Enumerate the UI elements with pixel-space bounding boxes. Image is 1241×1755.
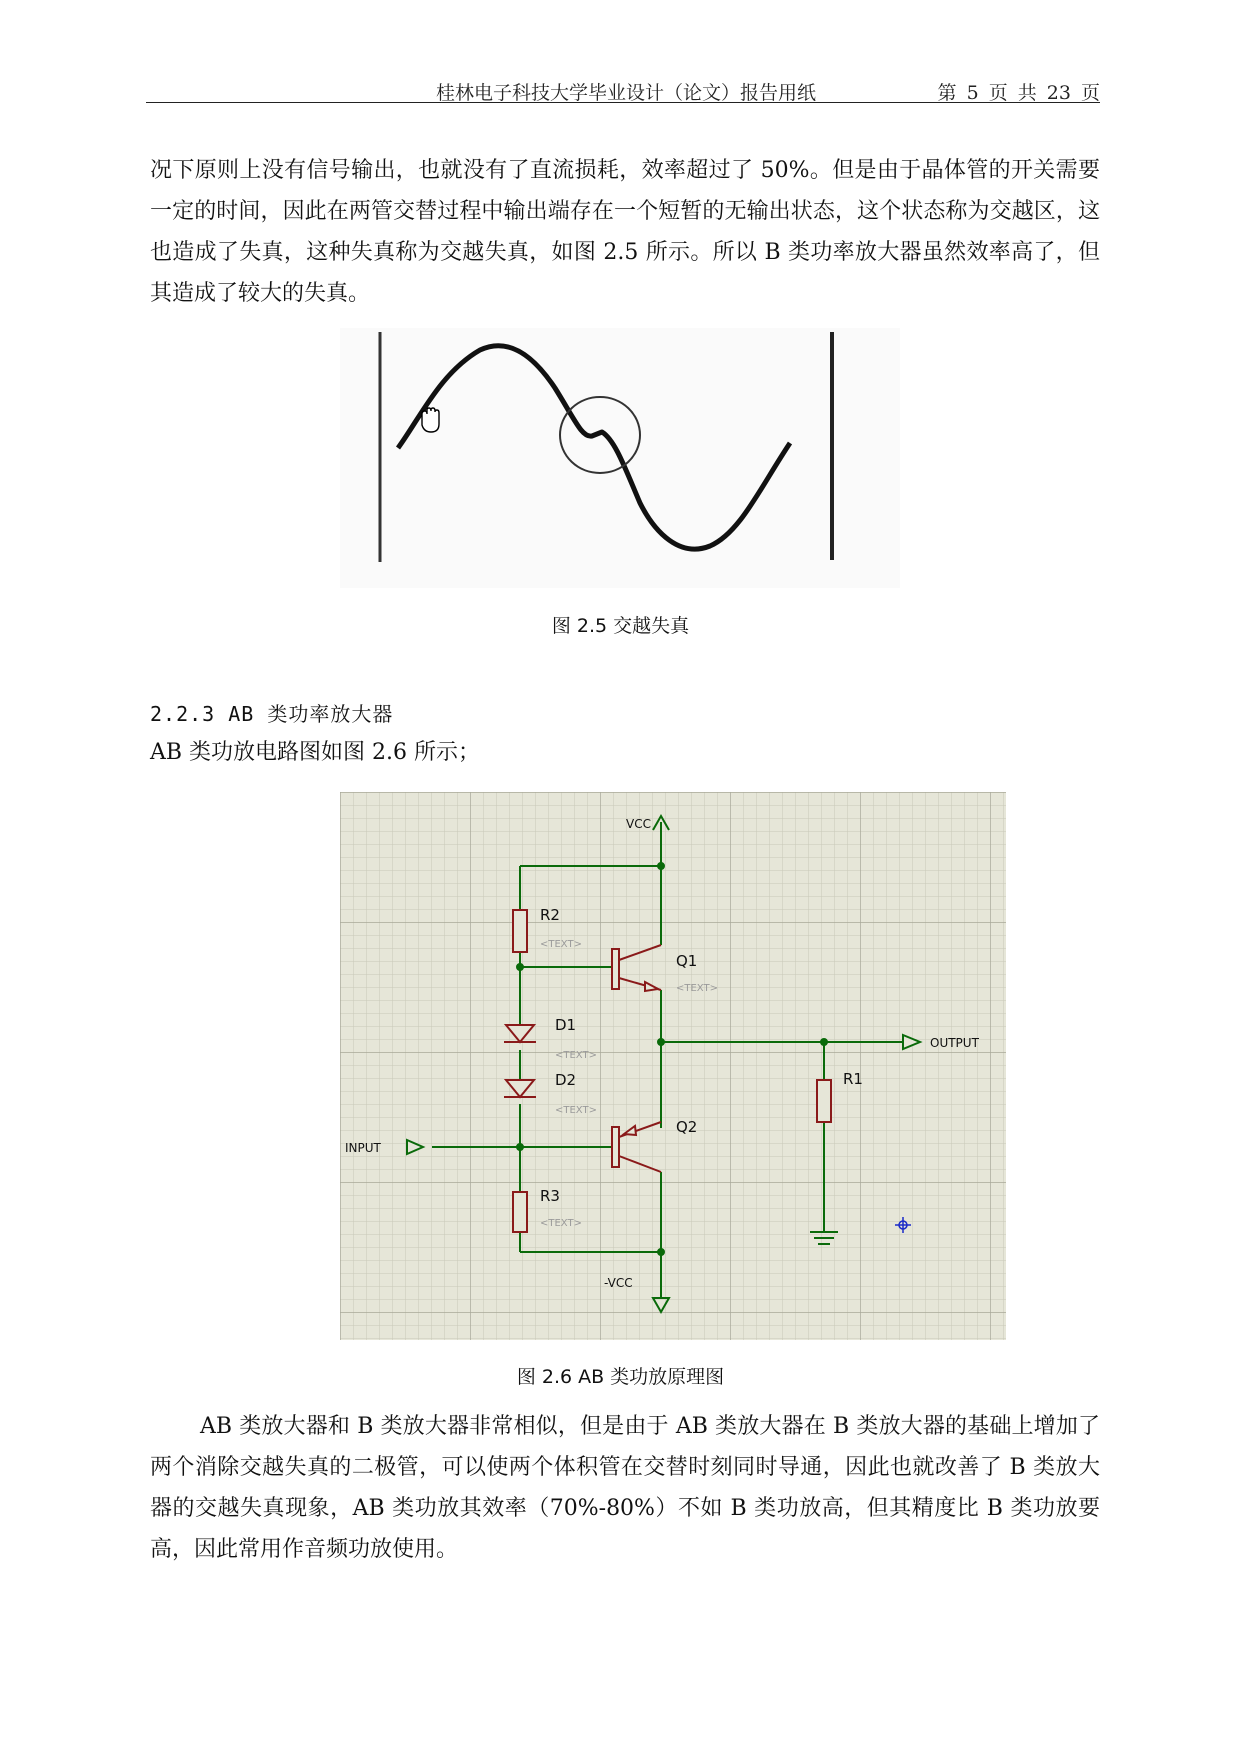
- r2-resistor: [513, 910, 527, 952]
- header-page-info: 第 5 页 共 23 页: [937, 82, 1100, 104]
- label-text-r3: <TEXT>: [540, 1218, 582, 1229]
- label-q2: Q2: [676, 1118, 698, 1136]
- figure1-caption: 图 2.5 交越失真: [551, 615, 690, 637]
- paragraph-ab-amplifier: AB 类放大器和 B 类放大器非常相似，但是由于 AB 类放大器在 B 类放大器的基础上增加了两个消除交越失真的二极管，可以使两个体积管在交替时刻同时导通，因此也就改善了 B 类放大器的交越失真现象，AB 类功放其效率（70%-80%）不如 B 类功放高，但其精度比 B 类功放要高，因此常用作音频功放使用。: [150, 1414, 1100, 1562]
- label-input: INPUT: [345, 1141, 381, 1155]
- label-d1: D1: [555, 1016, 577, 1034]
- label-text-d2: <TEXT>: [555, 1105, 597, 1116]
- page-header: [146, 70, 1100, 103]
- label-r2: R2: [540, 906, 560, 924]
- label-r3: R3: [540, 1187, 560, 1205]
- label-neg-vcc: -VCC: [604, 1276, 633, 1290]
- paragraph-crossover: 况下原则上没有信号输出，也就没有了直流损耗，效率超过了 50%。但是由于晶体管的开关需要一定的时间，因此在两管交替过程中输出端存在一个短暂的无输出状态，这个状态称为交越区，这也造成了失真，这种失真称为交越失真，如图 2.5 所示。所以 B 类功率放大器虽然效率高了，但其造成了较大的失真。: [150, 158, 1100, 306]
- hand-cursor-icon: [422, 408, 439, 432]
- label-r1: R1: [843, 1070, 863, 1088]
- section-heading: 2.2.3 AB 类功率放大器: [150, 702, 394, 726]
- crossover-distortion-figure: [340, 328, 900, 588]
- label-d2: D2: [555, 1071, 577, 1089]
- r3-resistor: [513, 1192, 527, 1232]
- header-title: 桂林电子科技大学毕业设计（论文）报告用纸: [436, 82, 817, 104]
- ab-amplifier-schematic: [340, 792, 1006, 1340]
- label-output: OUTPUT: [930, 1036, 979, 1050]
- label-q1: Q1: [676, 952, 698, 970]
- label-text-r2: <TEXT>: [540, 939, 582, 950]
- r1-resistor: [817, 1080, 831, 1122]
- section-intro: AB 类功放电路图如图 2.6 所示；: [150, 740, 481, 765]
- label-text-q1: <TEXT>: [676, 983, 718, 994]
- label-vcc: VCC: [626, 817, 651, 831]
- figure2-caption: 图 2.6 AB 类功放原理图: [516, 1366, 725, 1388]
- label-text-d1: <TEXT>: [555, 1050, 597, 1061]
